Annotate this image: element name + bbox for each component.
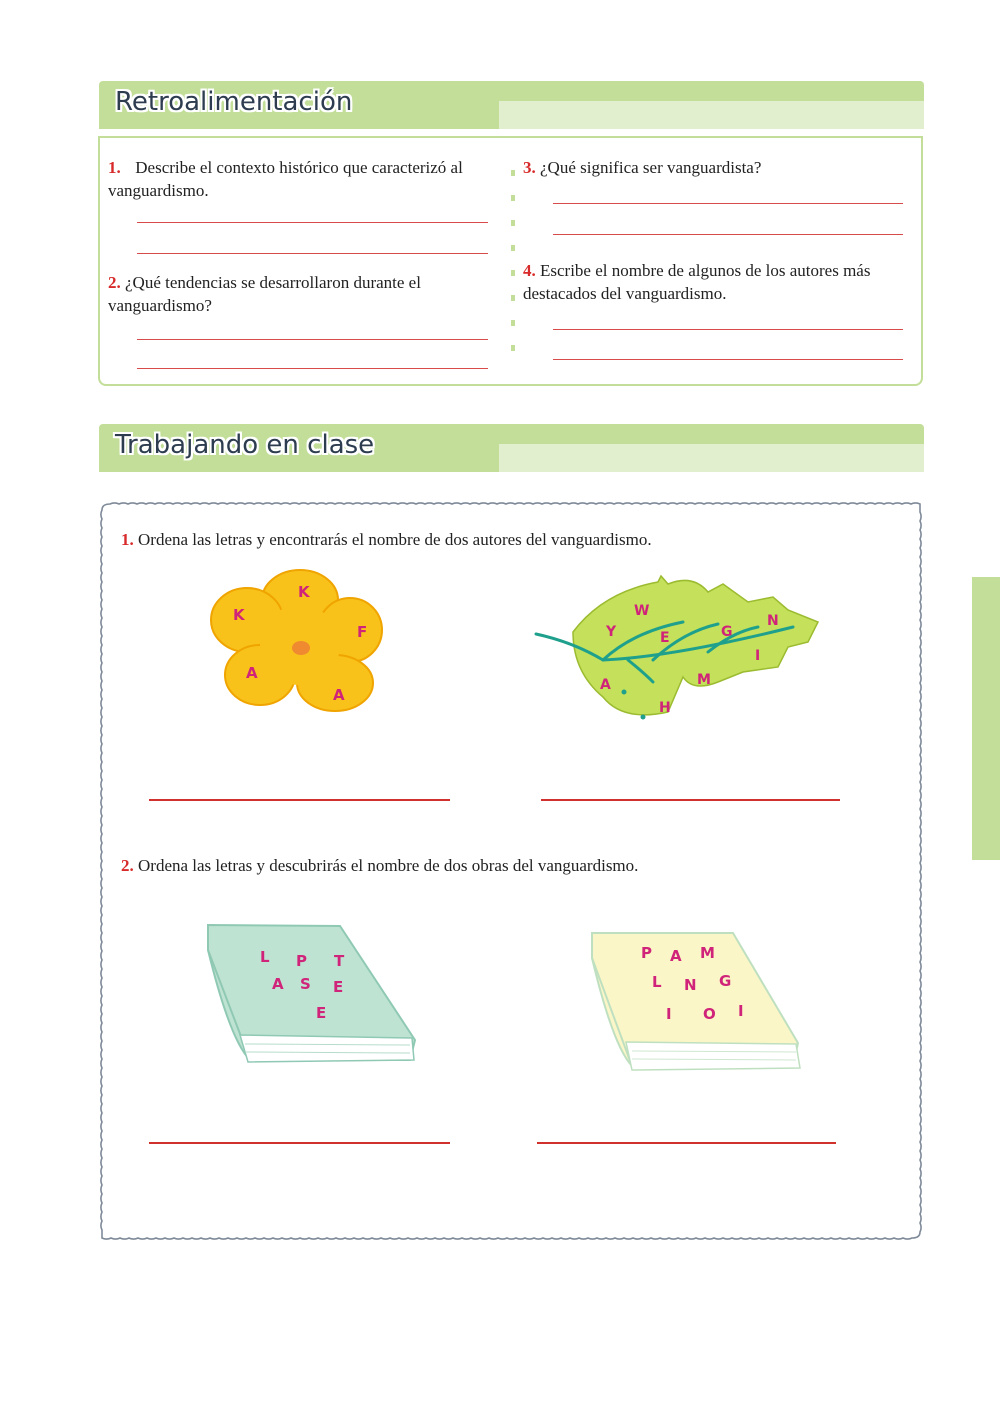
question-text: ¿Qué significa ser vanguardista? [540,158,762,177]
question-number: 2. [108,273,121,292]
exercise-1 [121,528,881,551]
leaf-letter: H [659,700,671,716]
answer-line-2a[interactable] [137,339,488,340]
book1-letter: E [333,978,344,996]
answer-line-1b[interactable] [137,253,488,254]
question-number: 1. [108,158,121,177]
answer-line-1a[interactable] [137,222,488,223]
book-image-1 [200,920,422,1075]
leaf-letter: G [721,624,733,640]
exercise-text: Ordena las letras y encontrarás el nombre de dos autores del vanguardismo. [138,530,652,549]
book1-letter: E [316,1004,327,1022]
exercise-number: 2. [121,856,134,875]
answer-line-work-2[interactable] [537,1142,836,1144]
leaf-letter: Y [606,624,617,640]
question-text: Describe el contexto histórico que caracterizó al vanguardismo. [108,158,463,200]
question-4 [523,259,918,305]
question-3 [523,156,913,179]
flower-letter: A [333,686,345,704]
leaf-letter: W [634,603,650,619]
question-text: ¿Qué tendencias se desarrollaron durante el vanguardismo? [108,273,421,315]
section-banner-retroalimentacion [99,81,924,129]
question-1 [108,156,500,202]
flower-letter: K [233,606,245,624]
answer-line-3a[interactable] [553,203,903,204]
question-number: 3. [523,158,536,177]
leaf-letter: M [697,672,711,688]
leaf-letter: E [660,630,670,646]
book2-letter: P [641,944,652,962]
book1-letter: A [272,975,284,993]
exercise-2 [121,854,881,877]
book2-letter: O [703,1005,716,1023]
question-text: Escribe el nombre de algunos de los autores más destacados del vanguardismo. [523,261,871,303]
answer-line-author-2[interactable] [541,799,840,801]
answer-line-4b[interactable] [553,359,903,360]
section-title: Retroalimentación [115,87,353,117]
banner-light-strip [499,444,924,472]
flower-letter: K [298,583,310,601]
book1-letter: P [296,952,307,970]
question-number: 4. [523,261,536,280]
question-2 [108,271,488,317]
book2-letter: I [738,1002,744,1020]
book2-letter: A [670,947,682,965]
answer-line-2b[interactable] [137,368,488,369]
leaf-letter: N [767,613,779,629]
book1-letter: S [300,975,311,993]
side-tab [972,577,1000,860]
section-title: Trabajando en clase [115,430,375,460]
leaf-image [533,572,823,727]
book2-letter: N [684,976,697,994]
exercise-text: Ordena las letras y descubrirás el nombre de dos obras del vanguardismo. [138,856,639,875]
book1-letter: L [260,948,270,966]
book-image-2 [588,928,803,1078]
column-divider [511,170,515,360]
book2-letter: L [652,973,662,991]
answer-line-4a[interactable] [553,329,903,330]
flower-image [205,565,385,715]
banner-light-strip [499,101,924,129]
book2-letter: M [700,944,715,962]
answer-line-author-1[interactable] [149,799,450,801]
book2-letter: G [719,972,732,990]
leaf-letter: I [755,648,761,664]
book1-letter: T [334,952,345,970]
flower-letter: F [357,623,368,641]
leaf-letter: A [600,677,611,693]
answer-line-3b[interactable] [553,234,903,235]
book2-letter: I [666,1005,672,1023]
answer-line-work-1[interactable] [149,1142,450,1144]
section-banner-trabajando [99,424,924,472]
exercise-number: 1. [121,530,134,549]
flower-letter: A [246,664,258,682]
